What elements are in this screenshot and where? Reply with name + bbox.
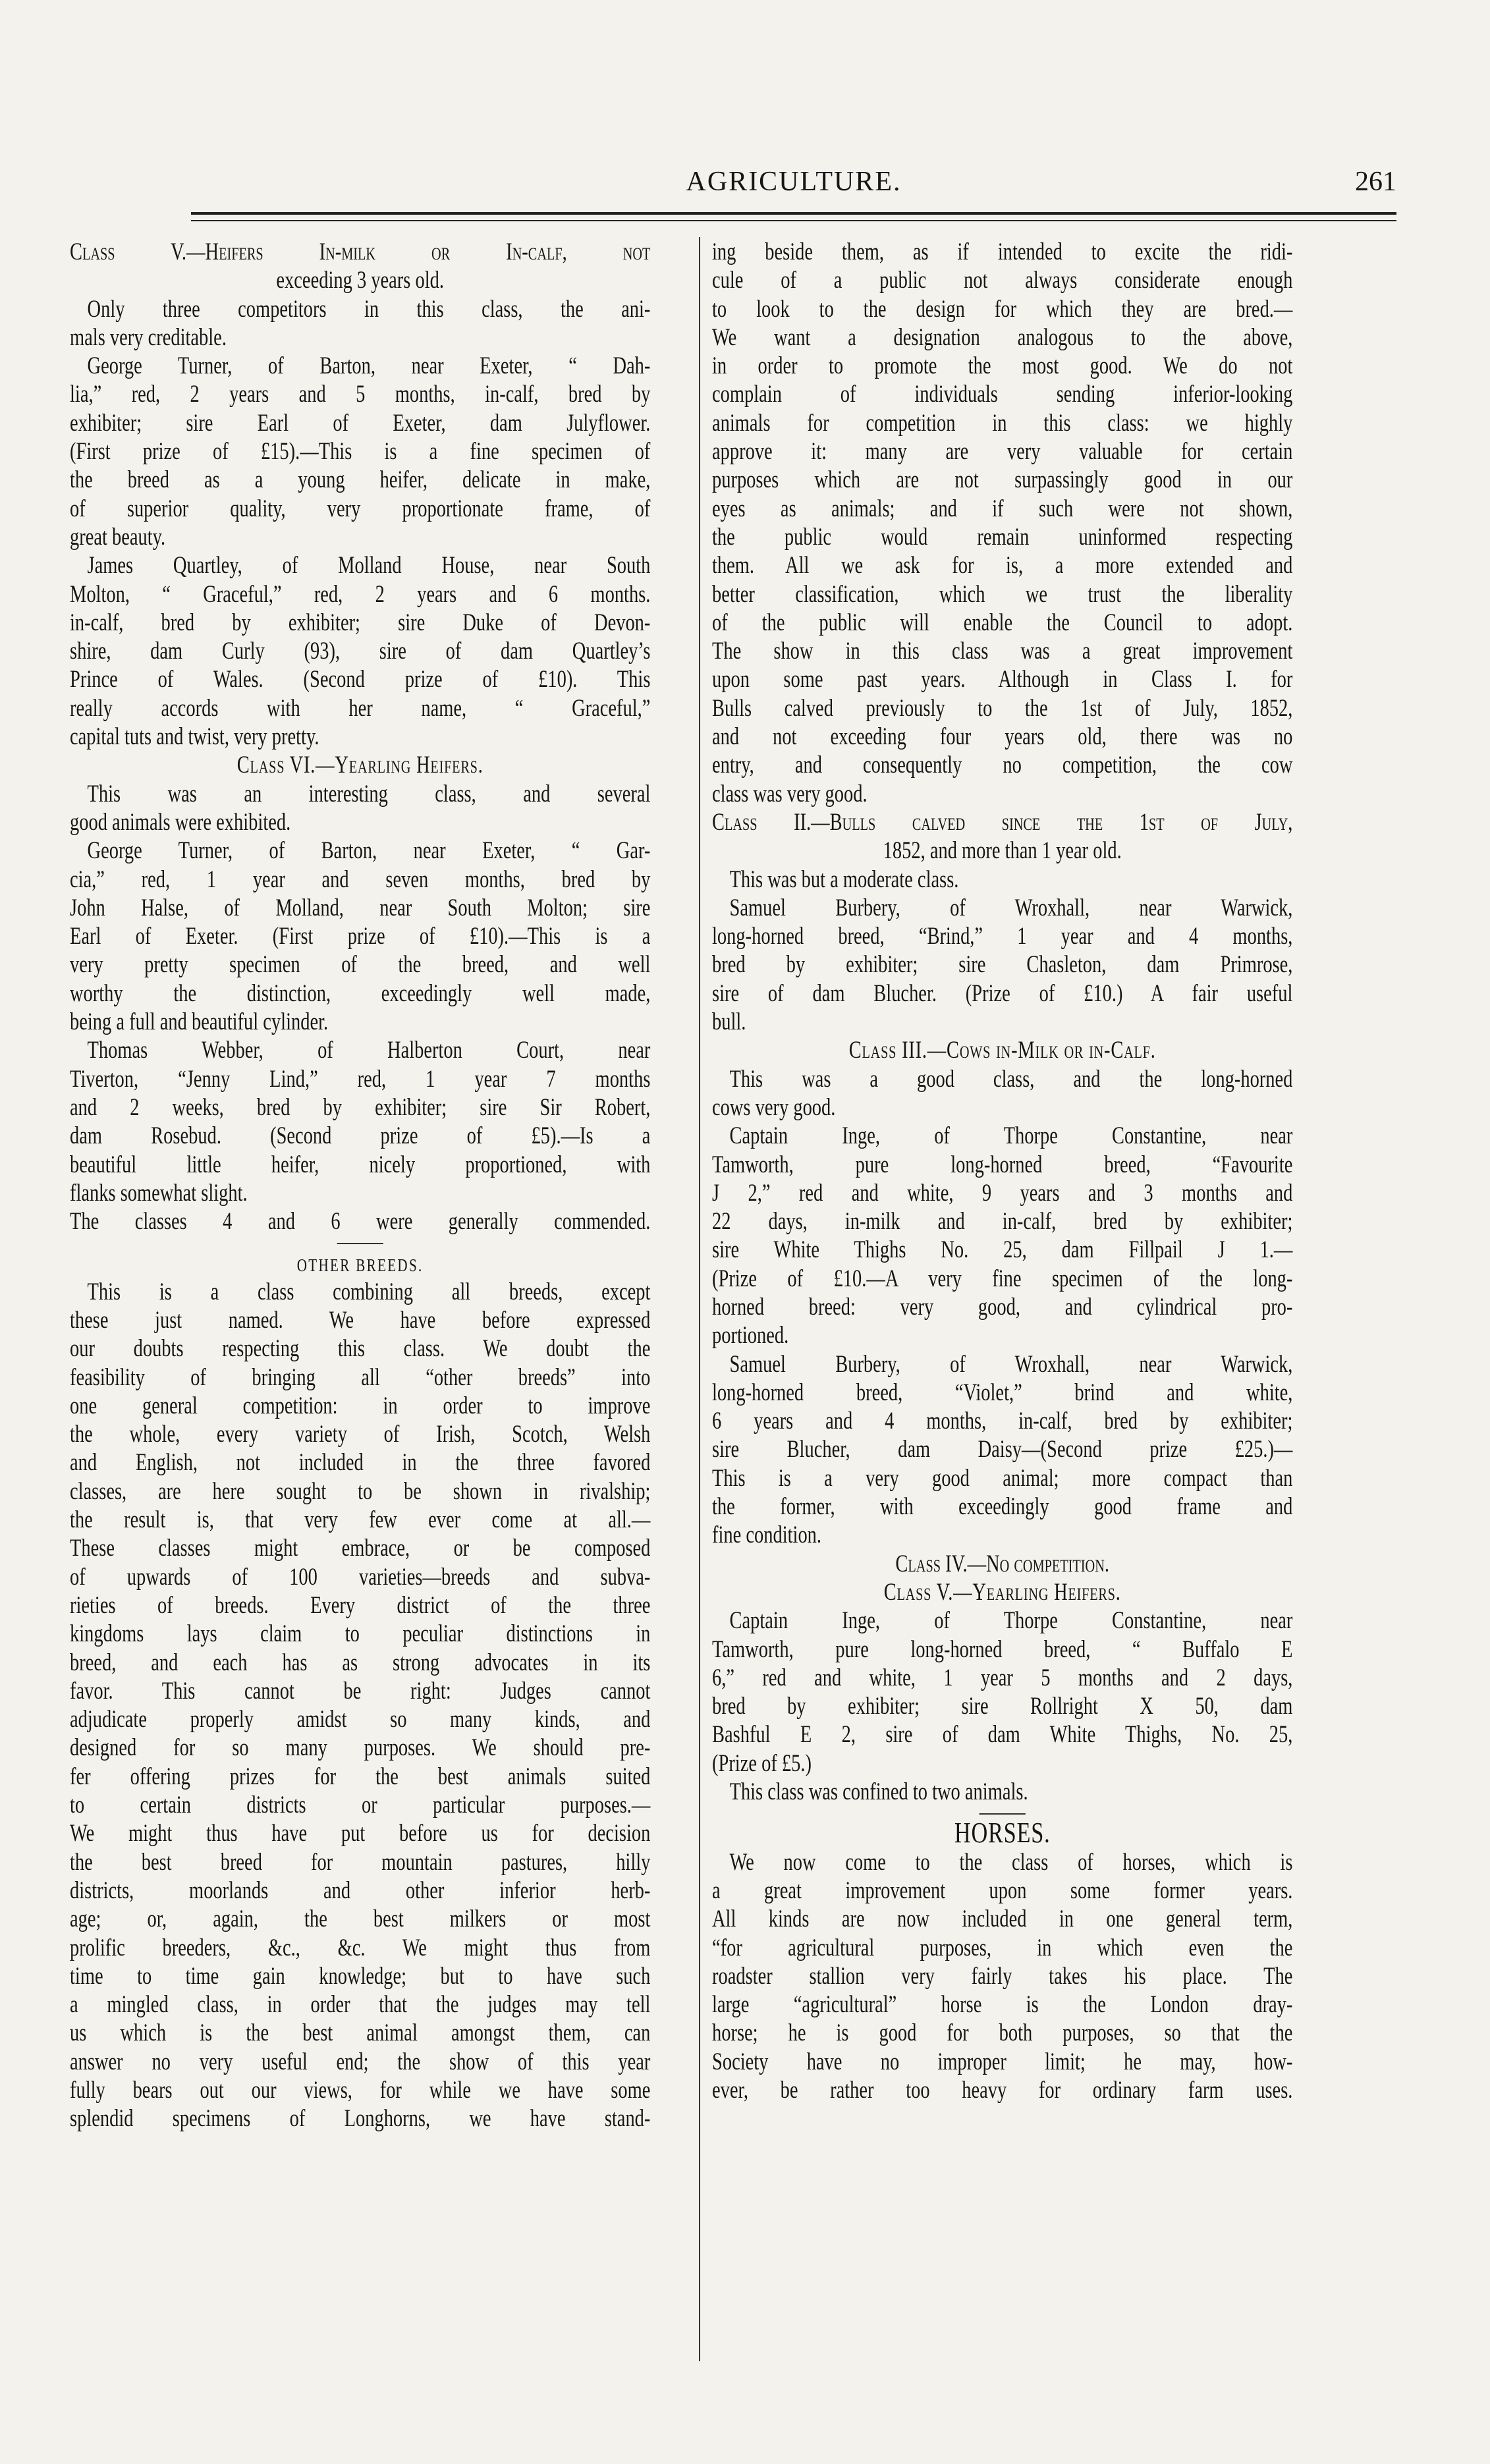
text-line: in order to promote the most good. We do not (712, 352, 1293, 379)
text-line: the public would remain uninformed respecting (712, 522, 1293, 550)
text-line: to look to the design for which they are bred.— (712, 294, 1293, 322)
text-line: We might thus have put before us for decision (70, 1819, 651, 1847)
right-column (712, 237, 1292, 2104)
text-line: 6,” red and white, 1 year 5 months and 2 days, (712, 1663, 1293, 1691)
text-line: horse; he is good for both purposes, so that the (712, 2019, 1293, 2046)
text-line: fer offering prizes for the best animals suited (70, 1762, 651, 1790)
text-line: purposes which are not surpassingly good in our (712, 466, 1293, 493)
text-line: bred by exhibiter; sire Rollright X 50, dam (712, 1692, 1293, 1720)
text-line: Class V.—Heifers In-milk or In-calf, not (70, 238, 651, 265)
text-line: Bulls calved previously to the 1st of July, 1852, (712, 694, 1293, 721)
text-line: a great improvement upon some former years. (712, 1876, 1293, 1903)
text-line: (First prize of £15).—This is a fine specimen of (70, 437, 651, 465)
text-line: kingdoms lays claim to peculiar distinctions in (70, 1620, 651, 1647)
text-line: feasibility of bringing all “other breeds” into (70, 1363, 651, 1390)
text-line: ever, be rather too heavy for ordinary farm uses. (712, 2076, 1293, 2103)
text-line: We now come to the class of horses, which is (729, 1848, 1293, 1875)
text-line: and English, not included in the three favored (70, 1448, 651, 1476)
text-line: fine condition. (712, 1521, 822, 1548)
text-line: districts, moorlands and other inferior herb- (70, 1876, 651, 1903)
text-line: ing beside them, as if intended to excite the ridi- (712, 238, 1293, 265)
text-line: All kinds are now included in one general term, (712, 1905, 1293, 1932)
section-heading: Class III.—Cows in-Milk or in-Calf. (848, 1036, 1156, 1064)
text-line: of upwards of 100 varieties—breeds and subva- (70, 1562, 651, 1590)
text-line: This was a good class, and the long-horned (729, 1064, 1293, 1092)
text-line: great beauty. (70, 522, 166, 550)
text-line: prolific breeders, &c., &c. We might thus from (70, 1933, 651, 1961)
text-line: exhibiter; sire Earl of Exeter, dam Julyflower. (70, 408, 651, 436)
text-line: better classification, which we trust the liberality (712, 580, 1293, 607)
section-heading: OTHER BREEDS. (296, 1255, 424, 1276)
text-line: Captain Inge, of Thorpe Constantine, near (729, 1122, 1293, 1149)
section-rule (70, 1235, 650, 1248)
text-line: 6 years and 4 months, in-calf, bred by exhibiter; (712, 1407, 1293, 1435)
text-line: one general competition: in order to improve (70, 1391, 651, 1419)
text-line: fully bears out our views, for while we have some (70, 2076, 651, 2103)
text-line: exceeding 3 years old. (276, 266, 444, 294)
text-line: age; or, again, the best milkers or most (70, 1905, 651, 1932)
text-line: This was but a moderate class. (729, 865, 959, 892)
page-header (191, 166, 1396, 203)
text-line: This was an interesting class, and several (87, 779, 651, 807)
text-line: the breed as a young heifer, delicate in make, (70, 466, 651, 493)
text-line: eyes as animals; and if such were not shown, (712, 494, 1293, 522)
text-line: J 2,” red and white, 9 years and 3 months and (712, 1178, 1293, 1206)
text-line: splendid specimens of Longhorns, we have stand- (70, 2104, 651, 2132)
text-line: beautiful little heifer, nicely proportioned, with (70, 1150, 651, 1178)
text-line: us which is the best animal amongst them, can (70, 2019, 651, 2046)
text-line: large “agricultural” horse is the London dray- (712, 1990, 1293, 2018)
section-heading: Class V.—Yearling Heifers. (883, 1577, 1121, 1605)
text-line: and 2 weeks, bred by exhibiter; sire Sir Robert, (70, 1093, 651, 1120)
text-line: bred by exhibiter; sire Chasleton, dam Primrose, (712, 950, 1293, 978)
text-line: John Halse, of Molland, near South Molton; sire (70, 893, 651, 921)
text-line: Samuel Burbery, of Wroxhall, near Warwick, (729, 893, 1293, 921)
text-line: This class was confined to two animals. (729, 1778, 1028, 1805)
text-line: The classes 4 and 6 were generally commended. (70, 1207, 651, 1235)
text-line: Captain Inge, of Thorpe Constantine, near (729, 1606, 1293, 1634)
text-line: being a full and beautiful cylinder. (70, 1008, 329, 1035)
text-line: breed, and each has as strong advocates in its (70, 1648, 651, 1676)
text-line: adjudicate properly amidst so many kinds, and (70, 1705, 651, 1733)
text-line: Tamworth, pure long-horned breed, “Favourite (712, 1150, 1293, 1178)
text-line: Tamworth, pure long-horned breed, “ Buffalo E (712, 1635, 1293, 1662)
text-line: These classes might embrace, or be composed (70, 1534, 651, 1562)
section-heading: Class VI.—Yearling Heifers. (236, 751, 483, 779)
text-line: classes, are here sought to be shown in rivalship; (70, 1477, 651, 1504)
text-line: bull. (712, 1008, 746, 1035)
text-line: portioned. (712, 1321, 789, 1349)
text-line: complain of individuals sending inferior-looking (712, 380, 1293, 408)
text-line: designed for so many purposes. We should pre- (70, 1734, 651, 1761)
text-line: of the public will enable the Council to adopt. (712, 608, 1293, 636)
text-line: of superior quality, very proportionate frame, of (70, 494, 651, 522)
text-line: long-horned breed, “Violet,” brind and white, (712, 1378, 1293, 1406)
text-line: Tiverton, “Jenny Lind,” red, 1 year 7 months (70, 1064, 651, 1092)
text-line: roadster stallion very fairly takes his place. The (712, 1961, 1293, 1989)
text-line: Society have no improper limit; he may, how- (712, 2047, 1293, 2075)
text-line: good animals were exhibited. (70, 808, 291, 835)
text-line: This is a very good animal; more compact than (712, 1464, 1293, 1491)
text-line: really accords with her name, “ Graceful,” (70, 694, 651, 721)
text-line: cows very good. (712, 1093, 836, 1120)
text-line: favor. This cannot be right: Judges cannot (70, 1676, 651, 1704)
page-number: 261 (1355, 167, 1396, 197)
column-divider (699, 237, 700, 2361)
text-line: (Prize of £5.) (712, 1749, 812, 1776)
text-line: Molton, “ Graceful,” red, 2 years and 6 months. (70, 580, 651, 607)
text-line: to certain districts or particular purposes.— (70, 1791, 651, 1819)
text-line: George Turner, of Barton, near Exeter, “ Gar- (87, 836, 651, 864)
left-column (70, 237, 650, 2133)
text-line: animals for competition in this class: we highly (712, 408, 1293, 436)
text-line: worthy the distinction, exceedingly well made, (70, 979, 651, 1006)
text-line: Prince of Wales. (Second prize of £10). This (70, 665, 651, 693)
text-line: Bashful E 2, sire of dam White Thighs, No. 25, (712, 1720, 1293, 1748)
text-line: cia,” red, 1 year and seven months, bred by (70, 865, 651, 892)
text-line: in-calf, bred by exhibiter; sire Duke of Devon- (70, 608, 651, 636)
text-line: and not exceeding four years old, there was no (712, 723, 1293, 750)
text-line: the result is, that very few ever come at all.— (70, 1506, 651, 1533)
text-line: flanks somewhat slight. (70, 1178, 248, 1206)
text-line: 1852, and more than 1 year old. (883, 836, 1122, 864)
text-line: (Prize of £10.—A very fine specimen of the long- (712, 1264, 1293, 1292)
text-line: 22 days, in-milk and in-calf, bred by exhibiter; (712, 1207, 1293, 1235)
text-line: them. All we ask for is, a more extended and (712, 551, 1293, 579)
text-line: entry, and consequently no competition, the cow (712, 751, 1293, 779)
text-line: Samuel Burbery, of Wroxhall, near Warwick, (729, 1350, 1293, 1377)
header-rule-thick (191, 212, 1396, 215)
text-line: Only three competitors in this class, the ani- (87, 294, 651, 322)
text-line: sire White Thighs No. 25, dam Fillpail J 1.— (712, 1236, 1293, 1263)
text-line: class was very good. (712, 779, 868, 807)
text-line: very pretty specimen of the breed, and well (70, 950, 651, 978)
section-rule (712, 1805, 1292, 1819)
text-line: a mingled class, in order that the judges may tell (70, 1990, 651, 2018)
text-line: mals very creditable. (70, 323, 227, 350)
text-line: our doubts respecting this class. We doubt the (70, 1334, 651, 1362)
text-line: sire Blucher, dam Daisy—(Second prize £25.)— (712, 1435, 1293, 1463)
text-line: time to time gain knowledge; but to have such (70, 1961, 651, 1989)
text-line: The show in this class was a great improvement (712, 637, 1293, 665)
text-line: the whole, every variety of Irish, Scotch, Welsh (70, 1420, 651, 1448)
text-line: the best breed for mountain pastures, hilly (70, 1848, 651, 1875)
text-line: We want a designation analogous to the above, (712, 323, 1293, 350)
text-line: upon some past years. Although in Class I. for (712, 665, 1293, 693)
text-line: James Quartley, of Molland House, near South (87, 551, 651, 579)
text-line: Thomas Webber, of Halberton Court, near (87, 1036, 651, 1064)
text-line: “for agricultural purposes, in which even the (712, 1933, 1293, 1961)
text-line: these just named. We have before expressed (70, 1305, 651, 1333)
text-line: Earl of Exeter. (First prize of £10).—This is a (70, 922, 651, 950)
text-line: capital tuts and twist, very pretty. (70, 723, 319, 750)
text-line: lia,” red, 2 years and 5 months, in-calf, bred by (70, 380, 651, 408)
text-line: George Turner, of Barton, near Exeter, “ Dah- (87, 352, 651, 379)
text-line: answer no very useful end; the show of this year (70, 2047, 651, 2075)
text-line: Class IV.—No competition. (895, 1549, 1109, 1577)
section-heading: HORSES. (954, 1817, 1051, 1849)
text-line: Class II.—Bulls calved since the 1st of July, (712, 808, 1293, 835)
text-line: the former, with exceedingly good frame and (712, 1492, 1293, 1520)
text-line: horned breed: very good, and cylindrical pro- (712, 1292, 1293, 1320)
header-rule-thin (191, 220, 1396, 221)
text-line: cule of a public not always considerate enough (712, 266, 1293, 294)
running-title: AGRICULTURE. (686, 167, 902, 197)
text-line: rieties of breeds. Every district of the three (70, 1591, 651, 1618)
text-line: sire of dam Blucher. (Prize of £10.) A fair useful (712, 979, 1293, 1006)
text-line: This is a class combining all breeds, except (87, 1277, 651, 1305)
text-line: shire, dam Curly (93), sire of dam Quartley’s (70, 637, 651, 665)
text-line: long-horned breed, “Brind,” 1 year and 4 months, (712, 922, 1293, 950)
text-line: dam Rosebud. (Second prize of £5).—Is a (70, 1122, 651, 1149)
text-line: approve it: many are very valuable for certain (712, 437, 1293, 465)
